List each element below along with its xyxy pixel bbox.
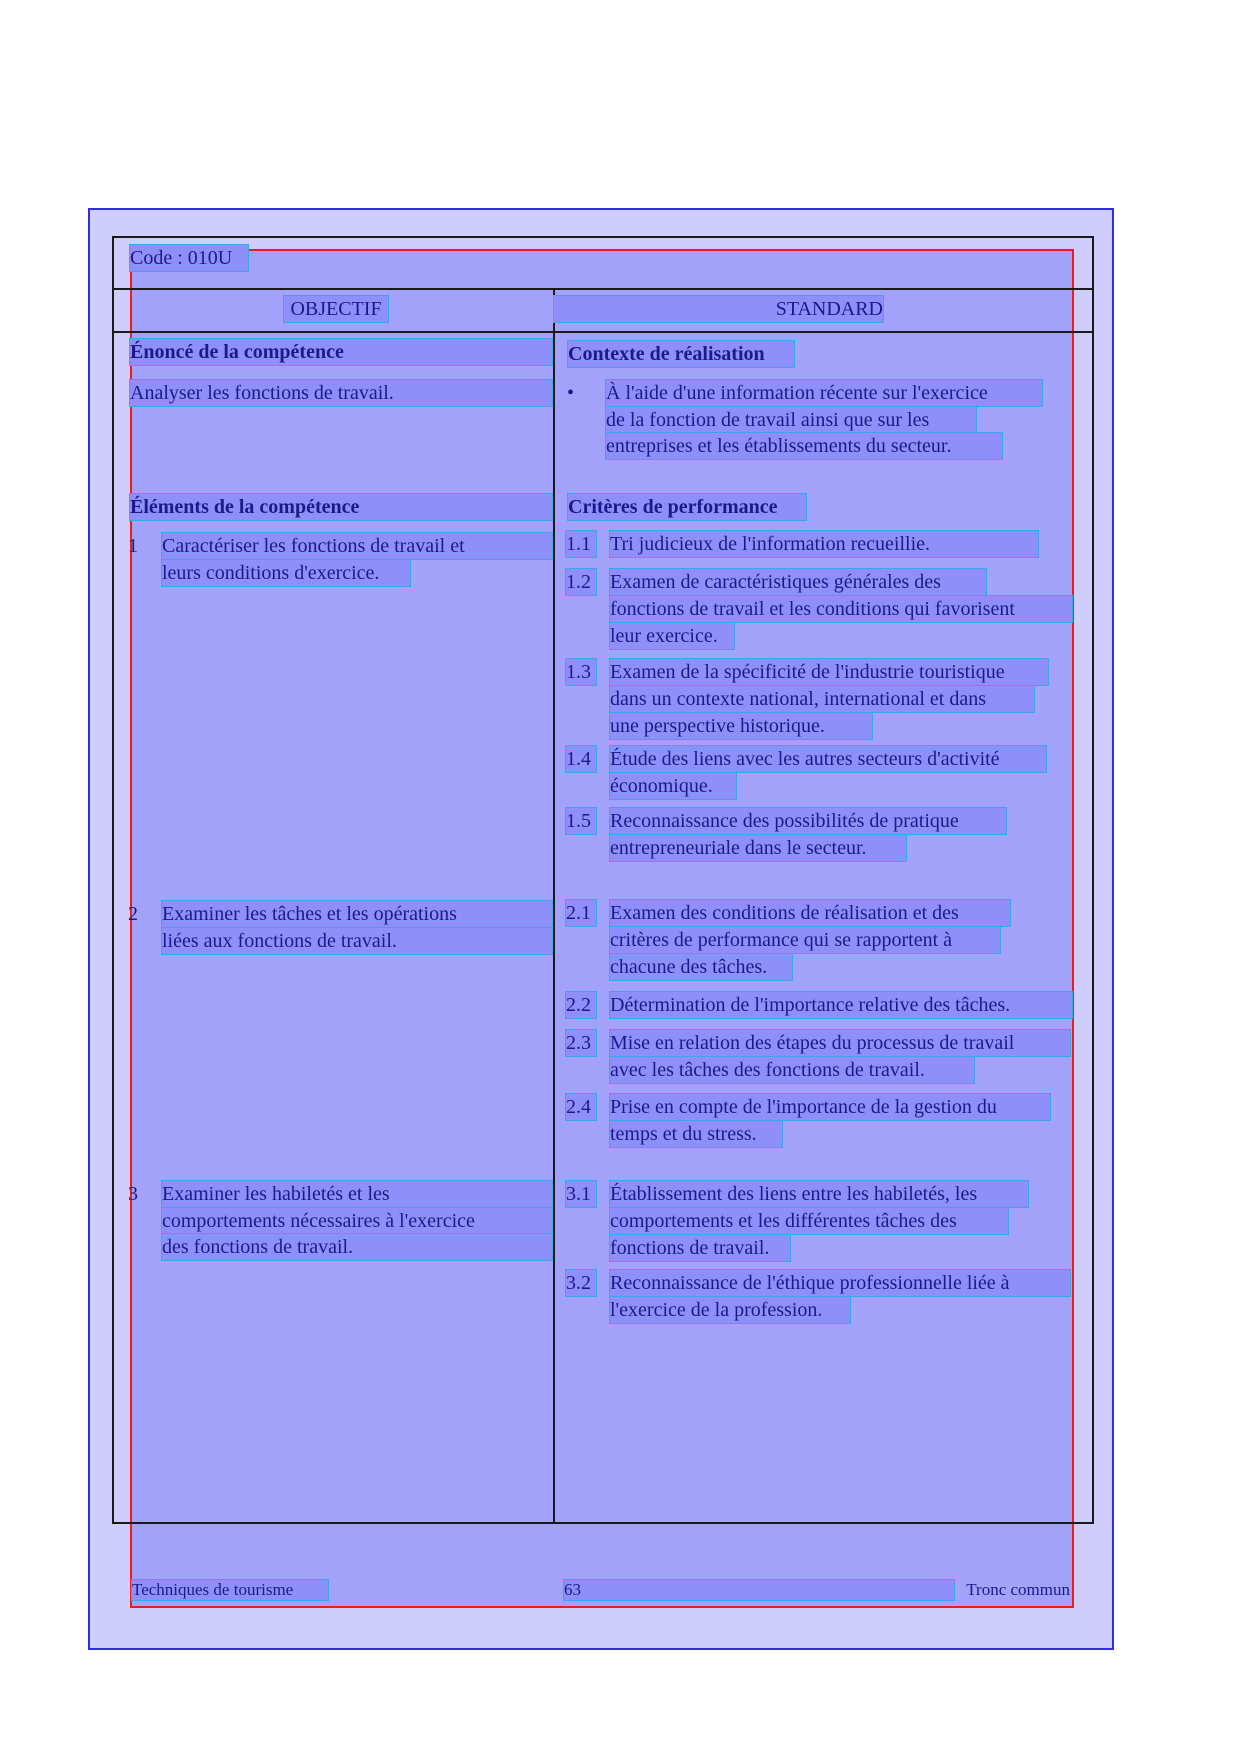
criterion-line: Mise en relation des étapes du processus de travail [610,1030,1070,1056]
table-top-border [112,236,1094,238]
criterion-line: leur exercice. [610,623,734,649]
criterion-line: Établissement des liens entre les habiletés, les [610,1181,1028,1207]
criterion-line: l'exercice de la profession. [610,1297,850,1323]
contexte-line: entreprises et les établissements du secteur. [606,433,1002,459]
criterion-line: Reconnaissance des possibilités de pratique [610,808,1006,834]
elements-title: Éléments de la compétence [130,494,552,520]
element-line: leurs conditions d'exercice. [162,560,410,586]
element-number: 1 [128,535,138,557]
criterion-number: 3.1 [566,1181,596,1207]
objectif-heading: OBJECTIF [284,296,388,322]
criterion-line: Examen de la spécificité de l'industrie touristique [610,659,1048,685]
column-divider [553,290,555,1524]
element-line: des fonctions de travail. [162,1234,552,1260]
footer-page-number: 63 [564,1580,954,1600]
criterion-number: 2.2 [566,992,596,1018]
element-number: 2 [128,903,138,925]
element-line: Examiner les habiletés et les [162,1181,552,1207]
footer-program: Techniques de tourisme [132,1580,328,1600]
criteres-title: Critères de performance [568,494,806,520]
element-line: comportements nécessaires à l'exercice [162,1208,552,1234]
contexte-line: À l'aide d'une information récente sur l'exercice [606,380,1042,406]
footer-section: Tronc commun [966,1580,1070,1599]
criterion-line: Reconnaissance de l'éthique professionnelle liée à [610,1270,1070,1296]
criterion-line: Examen des conditions de réalisation et des [610,900,1010,926]
criterion-line: fonctions de travail et les conditions qui favorisent [610,596,1072,622]
criterion-line: Tri judicieux de l'information recueillie. [610,531,1038,557]
enonce-text: Analyser les fonctions de travail. [130,380,552,406]
criterion-number: 3.2 [566,1270,596,1296]
criterion-number: 2.3 [566,1030,596,1056]
element-line: Examiner les tâches et les opérations [162,901,552,927]
criterion-line: fonctions de travail. [610,1235,790,1261]
contexte-title: Contexte de réalisation [568,341,794,367]
criterion-line: économique. [610,773,736,799]
criterion-line: Prise en compte de l'importance de la gestion du [610,1094,1050,1120]
table-bottom-border [112,1522,1094,1524]
standard-heading: STANDARD [554,296,883,322]
element-number: 3 [128,1183,138,1205]
enonce-title: Énoncé de la compétence [130,339,552,365]
criterion-number: 1.3 [566,659,596,685]
criterion-line: temps et du stress. [610,1121,782,1147]
criterion-number: 1.4 [566,746,596,772]
competency-code: Code : 010U [130,245,248,271]
criterion-number: 2.4 [566,1094,596,1120]
table-right-border [1092,236,1094,1524]
element-line: liées aux fonctions de travail. [162,928,552,954]
header-divider [112,288,1094,290]
criterion-line: dans un contexte national, international et dans [610,686,1034,712]
criterion-line: une perspective historique. [610,713,872,739]
criterion-line: Examen de caractéristiques générales des [610,569,986,595]
criterion-number: 1.2 [566,569,596,595]
contexte-bullet: • [567,382,575,404]
criterion-line: comportements et les différentes tâches des [610,1208,1008,1234]
criterion-line: Détermination de l'importance relative des tâches. [610,992,1072,1018]
contexte-line: de la fonction de travail ainsi que sur les [606,407,976,433]
criterion-number: 1.5 [566,808,596,834]
criterion-line: critères de performance qui se rapportent à [610,927,1000,953]
criterion-line: chacune des tâches. [610,954,792,980]
element-line: Caractériser les fonctions de travail et [162,533,552,559]
criterion-line: avec les tâches des fonctions de travail. [610,1057,974,1083]
criterion-number: 2.1 [566,900,596,926]
criterion-line: Étude des liens avec les autres secteurs d'activité [610,746,1046,772]
column-header-divider [112,331,1094,333]
criterion-number: 1.1 [566,531,596,557]
table-left-border [112,236,114,1524]
criterion-line: entrepreneuriale dans le secteur. [610,835,906,861]
